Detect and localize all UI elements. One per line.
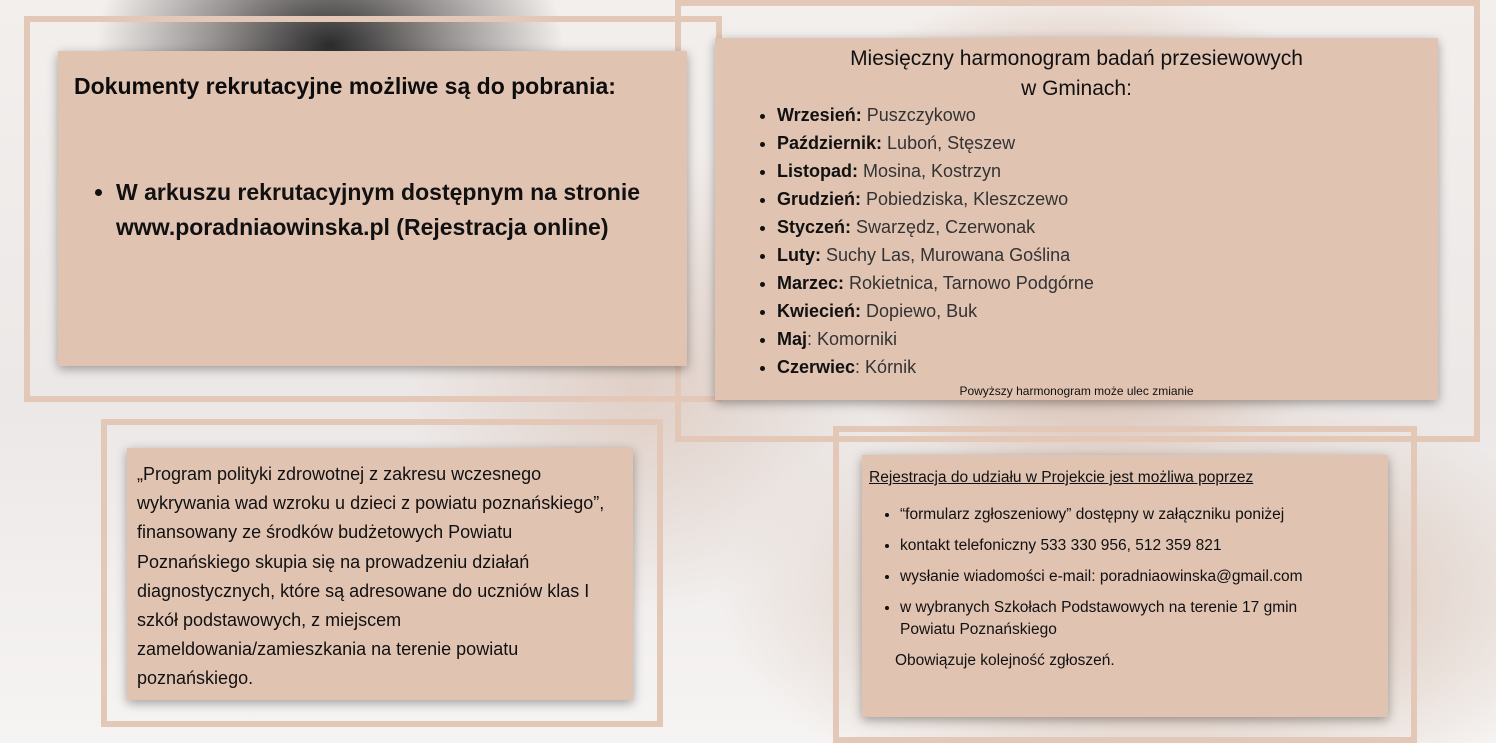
schedule-panel <box>715 38 1438 400</box>
documents-bullet: • W arkuszu rekrutacyjnym dostępnym na stronie www.poradniaowinska.pl (Rejestracja online) <box>116 175 676 245</box>
schedule-month: Luty: <box>777 245 821 265</box>
schedule-places: Dopiewo, Buk <box>866 301 978 321</box>
registration-item: • wysłanie wiadomości e-mail: poradniaowinska@gmail.com <box>900 561 1400 592</box>
schedule-month: Kwiecień: <box>777 301 862 321</box>
schedule-month: Październik: <box>777 133 883 153</box>
schedule-item <box>777 185 1094 213</box>
schedule-item <box>777 241 1094 269</box>
registration-continuation: Powiatu Poznańskiego <box>900 621 1057 638</box>
schedule-title-line2: w Gminach: <box>1021 77 1132 100</box>
schedule-item <box>777 269 1094 297</box>
schedule-item <box>777 129 1094 157</box>
schedule-places: Luboń, Stęszew <box>887 133 1016 153</box>
registration-heading: Rejestracja do udziału w Projekcie jest możliwa poprzez <box>869 469 1254 486</box>
registration-panel <box>862 455 1388 717</box>
schedule-month: Maj <box>777 329 808 349</box>
registration-item: • “formularz zgłoszeniowy” dostępny w załączniku poniżej <box>900 499 1400 530</box>
schedule-item <box>777 213 1094 241</box>
schedule-places: : Kórnik <box>855 357 917 377</box>
schedule-places: Suchy Las, Murowana Goślina <box>826 245 1071 265</box>
schedule-month: Listopad: <box>777 161 858 181</box>
schedule-item <box>777 297 1094 325</box>
program-panel <box>127 448 633 700</box>
schedule-item <box>777 101 1094 129</box>
registration-list <box>884 499 1400 623</box>
documents-panel <box>58 51 687 366</box>
schedule-list <box>761 101 1094 381</box>
registration-item: • kontakt telefoniczny 533 330 956, 512 359 821 <box>900 530 1400 561</box>
schedule-month: Styczeń: <box>777 217 852 237</box>
schedule-month: Marzec: <box>777 273 845 293</box>
schedule-month: Wrzesień: <box>777 105 862 125</box>
documents-list <box>96 175 676 245</box>
schedule-places: Rokietnica, Tarnowo Podgórne <box>849 273 1094 293</box>
schedule-places: Mosina, Kostrzyn <box>863 161 1002 181</box>
schedule-item <box>777 157 1094 185</box>
schedule-title <box>715 44 1438 104</box>
schedule-note: Powyższy harmonogram może ulec zmianie <box>959 384 1194 398</box>
schedule-item <box>777 353 1094 381</box>
schedule-month: Czerwiec <box>777 357 856 377</box>
registration-order-note: Obowiązuje kolejność zgłoszeń. <box>895 652 1115 669</box>
program-text: „Program polityki zdrowotnej z zakresu wczesnego wykrywania wad wzroku u dzieci z powiatu poznańskiego”, finansowany ze środków budżetowych Powiatu Poznańskiego skupia się na prowadzeniu działań diagnostycznych, które są adresowane do uczniów klas I szkół podstawowych, z miejscem zameldowania/zamieszkania na terenie powiatu poznańskiego. <box>137 464 605 689</box>
schedule-title-line1: Miesięczny harmonogram badań przesiewowych <box>850 47 1303 70</box>
documents-heading: Dokumenty rekrutacyjne możliwe są do pobrania: <box>74 73 616 99</box>
schedule-item <box>777 325 1094 353</box>
registration-item: • w wybranych Szkołach Podstawowych na terenie 17 gmin <box>900 592 1400 623</box>
schedule-places: Puszczykowo <box>866 105 976 125</box>
schedule-month: Grudzień: <box>777 189 861 209</box>
schedule-places: Pobiedziska, Kleszczewo <box>866 189 1069 209</box>
schedule-places: : Komorniki <box>807 329 898 349</box>
schedule-places: Swarzędz, Czerwonak <box>856 217 1036 237</box>
